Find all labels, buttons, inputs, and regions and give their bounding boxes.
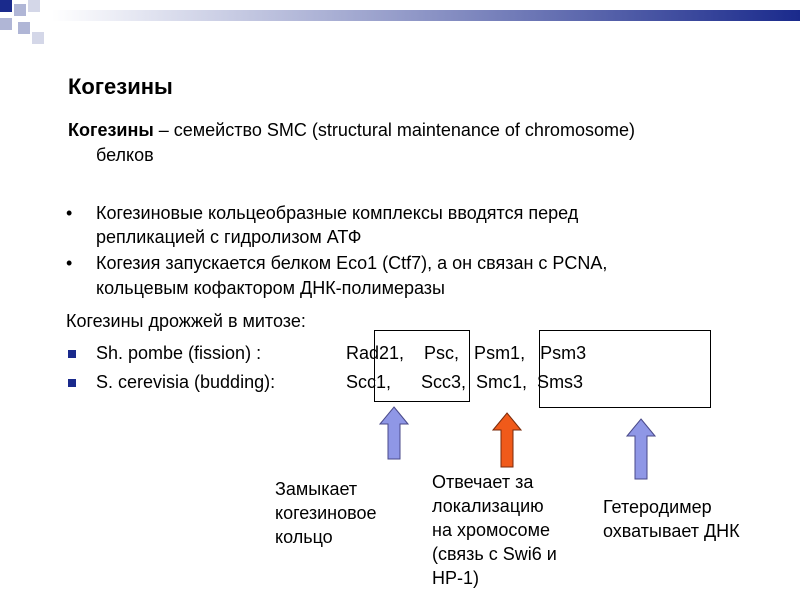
highlight-box-left [374,330,470,402]
annotation-right-line: охватывает ДНК [603,521,740,541]
decorative-square-icon [18,22,30,34]
yeast-row-2-organism: S. cerevisia (budding): [96,372,276,392]
decorative-square-icon [28,0,40,12]
intro-line-2: белков [96,145,154,165]
annotation-middle-line: локализацию [432,496,544,516]
annotation-middle-line: HP-1) [432,568,480,588]
decorative-square-icon [0,0,12,12]
yeast-row-1-proteins: Rad21, Psc, Psm1, Psm3 [346,343,587,363]
annotation-middle-line: Отвечает за [432,472,534,492]
up-arrow-icon [379,406,409,460]
up-arrow-icon [626,418,656,480]
bullet-2-line-2: кольцевым кофактором ДНК-полимеразы [96,278,445,298]
intro-line [68,118,635,143]
annotation-middle-line: на хромосоме [432,520,550,540]
bullet-2-line-1: Когезия запускается белком Eco1 (Ctf7), а он связан с PCNA, [96,253,608,273]
annotation-left [275,477,377,549]
annotation-right [603,495,740,543]
bullet-1-line-2: репликацией с гидролизом АТФ [96,227,362,247]
bullet-dot: • [66,203,73,223]
square-bullet-icon [68,379,76,387]
annotation-left-line: кольцо [275,527,333,547]
intro-term: Когезины [68,120,154,140]
annotation-left-line: когезиновое [275,503,377,523]
annotation-right-line: Гетеродимер [603,497,712,517]
yeast-row-1-organism: Sh. pombe (fission) : [96,343,262,363]
intro-rest: – семейство SMC (structural maintenance of chromosome) [153,120,635,140]
annotation-middle-line: (связь с Swi6 и [432,544,557,564]
yeast-heading: Когезины дрожжей в митозе: [66,311,306,331]
square-bullet-icon [68,350,76,358]
yeast-row-2-proteins: Scc1, Scc3, Smc1, Sms3 [346,372,584,392]
header-decoration [0,0,800,50]
bullet-dot: • [66,253,73,273]
up-arrow-icon [492,412,522,468]
decorative-square-icon [0,18,12,30]
decorative-square-icon [32,32,44,44]
annotation-middle [432,470,557,590]
highlight-box-right [539,330,711,408]
decorative-square-icon [14,4,26,16]
bullet-1-line-1: Когезиновые кольцеобразные комплексы вводятся перед [96,203,579,223]
annotation-left-line: Замыкает [275,479,358,499]
slide-title: Когезины [68,74,173,99]
header-gradient-band [52,10,800,21]
